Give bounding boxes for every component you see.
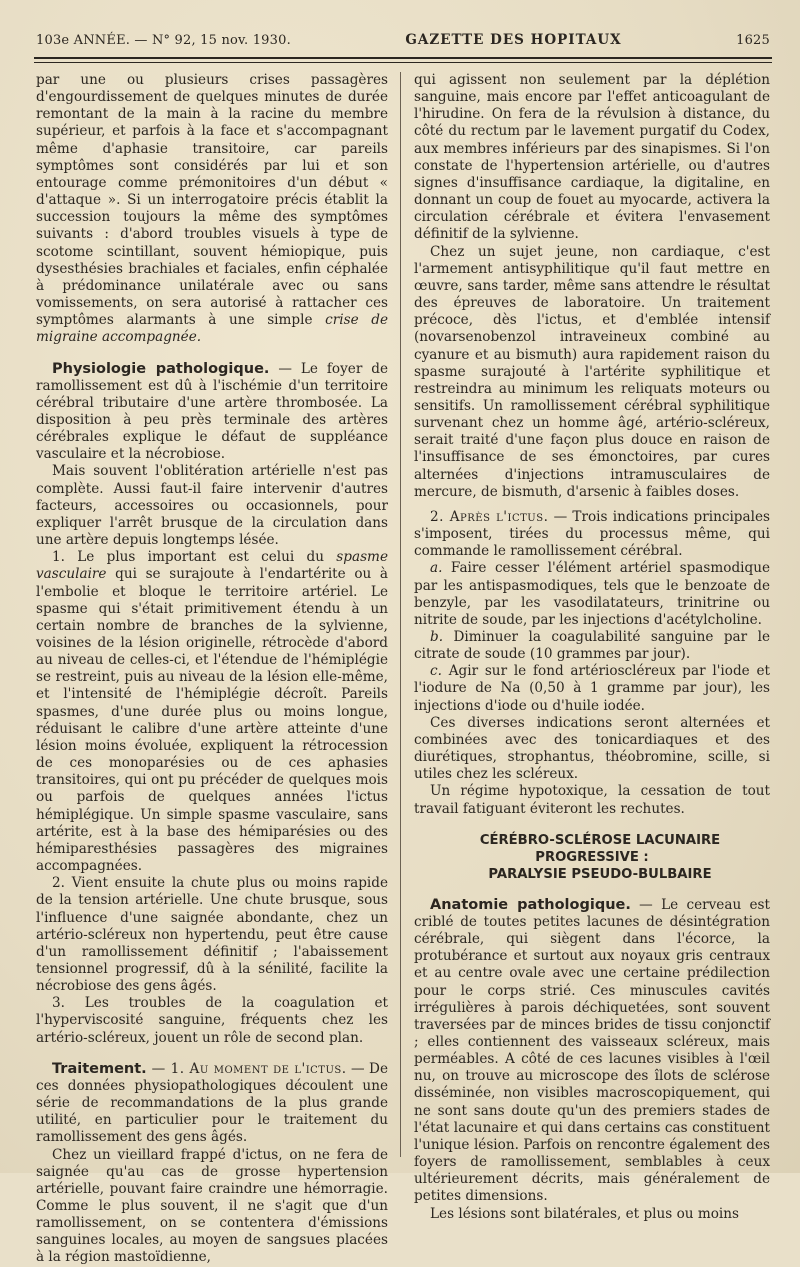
emphasis: spasme vasculaire (36, 549, 388, 583)
header-rule (34, 57, 772, 59)
paragraph-traitement: Traitement. — 1. Au moment de l'ictus. — De ces données physiopathologiques découlent une série de recommandations de la plus grande utilité, en particulier pour le traitement du ramollissement des gens âgés. (36, 1060, 388, 1146)
paragraph: par une ou plusieurs crises passagères d'engourdissement de quelques minutes de durée remontant de la main à la racine du membre supérieur, et parfois à la face et s'accompagnant même d'aphasie transitoire, car pareils symptômes sont considérés par lui et son entourage comme prémonitoires d'un début « d'attaque ». Si un interrogatoire précis établit la succession toujours la même des symptômes suivants : d'abord troubles visuels à type de scotome scintillant, souvent hémiopique, puis dysesthésies brachiales et faciales, enfin céphalée à prédominance unilatérale avec ou sans vomissements, on sera autorisé à rattacher ces symptômes alarmants à une simple crise de migraine accompagnée. (36, 72, 388, 346)
paragraph: 2. Après l'ictus. — Trois indications principales s'imposent, tirées du processus même, qui commande le ramollissement cérébral. (414, 508, 770, 560)
left-column (36, 72, 388, 1267)
journal-title: GAZETTE DES HOPITAUX (405, 32, 622, 48)
paragraph: 3. Les troubles de la coagulation et l'hyperviscosité sanguine, fréquents chez les artério-scléreux, jouent un rôle de second plan. (36, 995, 388, 1046)
running-head (36, 32, 770, 54)
issue-line: 103e ANNÉE. — N° 92, 15 nov. 1930. (36, 33, 291, 48)
paragraph: qui agissent non seulement par la déplétion sanguine, mais encore par l'effet anticoagulant de l'hirudine. On fera de la révulsion à distance, du côté du rectum par le lavement purgatif du Codex, aux membres inférieurs par des sinapismes. Si l'on constate de l'hypertension artérielle, ou d'autres signes d'insuffisance cardiaque, la digitaline, en donnant un coup de fouet au myocarde, activera la circulation cérébrale et évitera l'envasement définitif de la sylvienne. (414, 72, 770, 243)
paragraph: Chez un sujet jeune, non cardiaque, c'est l'armement antisyphilitique qu'il faut mettre en œuvre, sans tarder, même sans attendre le résultat des épreuves de laboratoire. Un traitement précoce, dès l'ictus, et d'emblée intensif (novarsenobenzol intraveineux combiné au cyanure et au bismuth) aura rapidement raison du spasme surajouté à l'artérite syphilitique et restreindra au minimum les reliquats moteurs ou sensitifs. Un ramollissement cérébral syphilitique survenant chez un homme âgé, artério-scléreux, serait traité d'une façon plus douce en raison de l'insuffisance de ses émonctoires, par cures alternées d'injections intramusculaires de mercure, de bismuth, d'arsenic à faibles doses. (414, 243, 770, 500)
paragraph: Mais souvent l'oblitération artérielle n'est pas complète. Aussi faut-il faire intervenir d'autres facteurs, accessoires ou occasionnels, pour expliquer l'arrêt brusque de la circulation dans une artère depuis longtemps lésée. (36, 463, 388, 549)
paragraph: b. Diminuer la coagulabilité sanguine par le citrate de soude (10 grammes par jour). (414, 629, 770, 663)
page-number: 1625 (736, 33, 770, 48)
emphasis: crise de migraine accompagnée. (36, 312, 388, 346)
column-divider (400, 72, 401, 1157)
section-heading: Traitement. (52, 1060, 147, 1077)
header-rule-thin (34, 62, 772, 63)
paragraph: c. Agir sur le fond artérioscléreux par l'iode et l'iodure de Na (0,50 à 1 gramme par jour), les injections d'iode ou d'huile iodée. (414, 663, 770, 714)
paragraph: Chez un vieillard frappé d'ictus, on ne fera de saignée qu'au cas de grosse hypertension artérielle, pouvant faire craindre une hémorragie. Comme le plus souvent, il ne s'agit que d'un ramollissement, on se contentera d'émissions sanguines locales, au moyen de sangsues placées à la région mastoïdienne, (36, 1146, 388, 1266)
section-heading: Anatomie pathologique. (430, 896, 631, 913)
subsection-heading: 2. Après l'ictus. (430, 508, 549, 525)
paragraph: 2. Vient ensuite la chute plus ou moins rapide de la tension artérielle. Une chute brusque, sous l'influence d'une saignée abondante, chez un artério-scléreux non hypertendu, peut être cause d'un ramollissement définitif ; l'abaissement tensionnel progressif, dû à la sénilité, facilite la nécrobiose des gens âgés. (36, 875, 388, 995)
paragraph-physiologie: Physiologie pathologique. — Le foyer de ramollissement est dû à l'ischémie d'un territoire cérébral tributaire d'une artère thrombosée. La disposition à peu près terminale des artères cérébrales explique le défaut de suppléance vasculaire et la nécrobiose. (36, 360, 388, 463)
section-title: CÉRÉBRO-SCLÉROSE LACUNAIRE PROGRESSIVE : (479, 832, 721, 865)
section-title-2: PARALYSIE PSEUDO-BULBAIRE (488, 866, 712, 882)
paragraph: Les lésions sont bilatérales, et plus ou moins (430, 1205, 739, 1222)
paragraph: 1. Le plus important est celui du spasme vasculaire qui se surajoute à l'endartérite ou à l'embolie et bloque le territoire artériel. Le spasme qui s'était primitivement étendu à un certain nombre de branches de la sylvienne, voisines de la lésion originelle, rétrocède d'abord au niveau de celles-ci, et l'étendue de l'hémiplégie se restreint, puis au niveau de la lésion elle-même, et l'intensité de l'hémiplégie décroît. Pareils spasmes, d'une durée plus ou moins longue, réduisant le calibre d'une artère atteinte d'une lésion moins évoluée, expliquent la rétrocession de ces monoparésies ou de ces aphasies transitoires, qui ont pu précéder de quelques mois ou parfois de quelques années l'ictus hémiplégique. Un simple spasme vasculaire, sans artérite, est à la base des hémiparésies ou des hémiparesthésies passagères des migraines accompagnées. (36, 549, 388, 875)
paragraph: a. Faire cesser l'élément artériel spasmodique par les antispasmodiques, tels que le benzoate de benzyle, par les vasodilatateurs, trinitrine ou nitrite de soude, par les injections d'acétylcholine. (414, 560, 770, 628)
section-heading: Physiologie pathologique. (52, 360, 270, 377)
paragraph: Ces diverses indications seront alternées et combinées avec des tonicardiaques et des diurétiques, strophantus, théobromine, scille, si utiles chez les scléreux. (414, 714, 770, 783)
paragraph-anatomie: Anatomie pathologique. — Le cerveau est criblé de toutes petites lacunes de désintégration cérébrale, qui siègent dans l'écorce, la protubérance et surtout aux noyaux gris centraux et au centre ovale avec une certaine prédilection pour le corps strié. Ces minuscules cavités irrégulières à parois déchiquetées, sont souvent traversées par de minces brides de tissu conjonctif ; elles contiennent des vaisseaux scléreux, mais perméables. A côté de ces lacunes visibles à l'œil nu, on trouve au microscope des îlots de sclérose disséminée, non visibles macroscopiquement, qui ne sont sans doute qu'un des premiers stades de l'état lacunaire et qui dans certains cas constituent l'unique lésion. Parfois on rencontre également des foyers de ramollissement, semblables à ceux ultérieurement décrits, mais généralement de petites dimensions. (414, 896, 770, 1205)
right-column (414, 72, 770, 1223)
paragraph: Un régime hypotoxique, la cessation de tout travail fatiguant éviteront les rechutes. (414, 783, 770, 817)
subsection-heading: — 1. Au moment de l'ictus. (146, 1060, 347, 1077)
